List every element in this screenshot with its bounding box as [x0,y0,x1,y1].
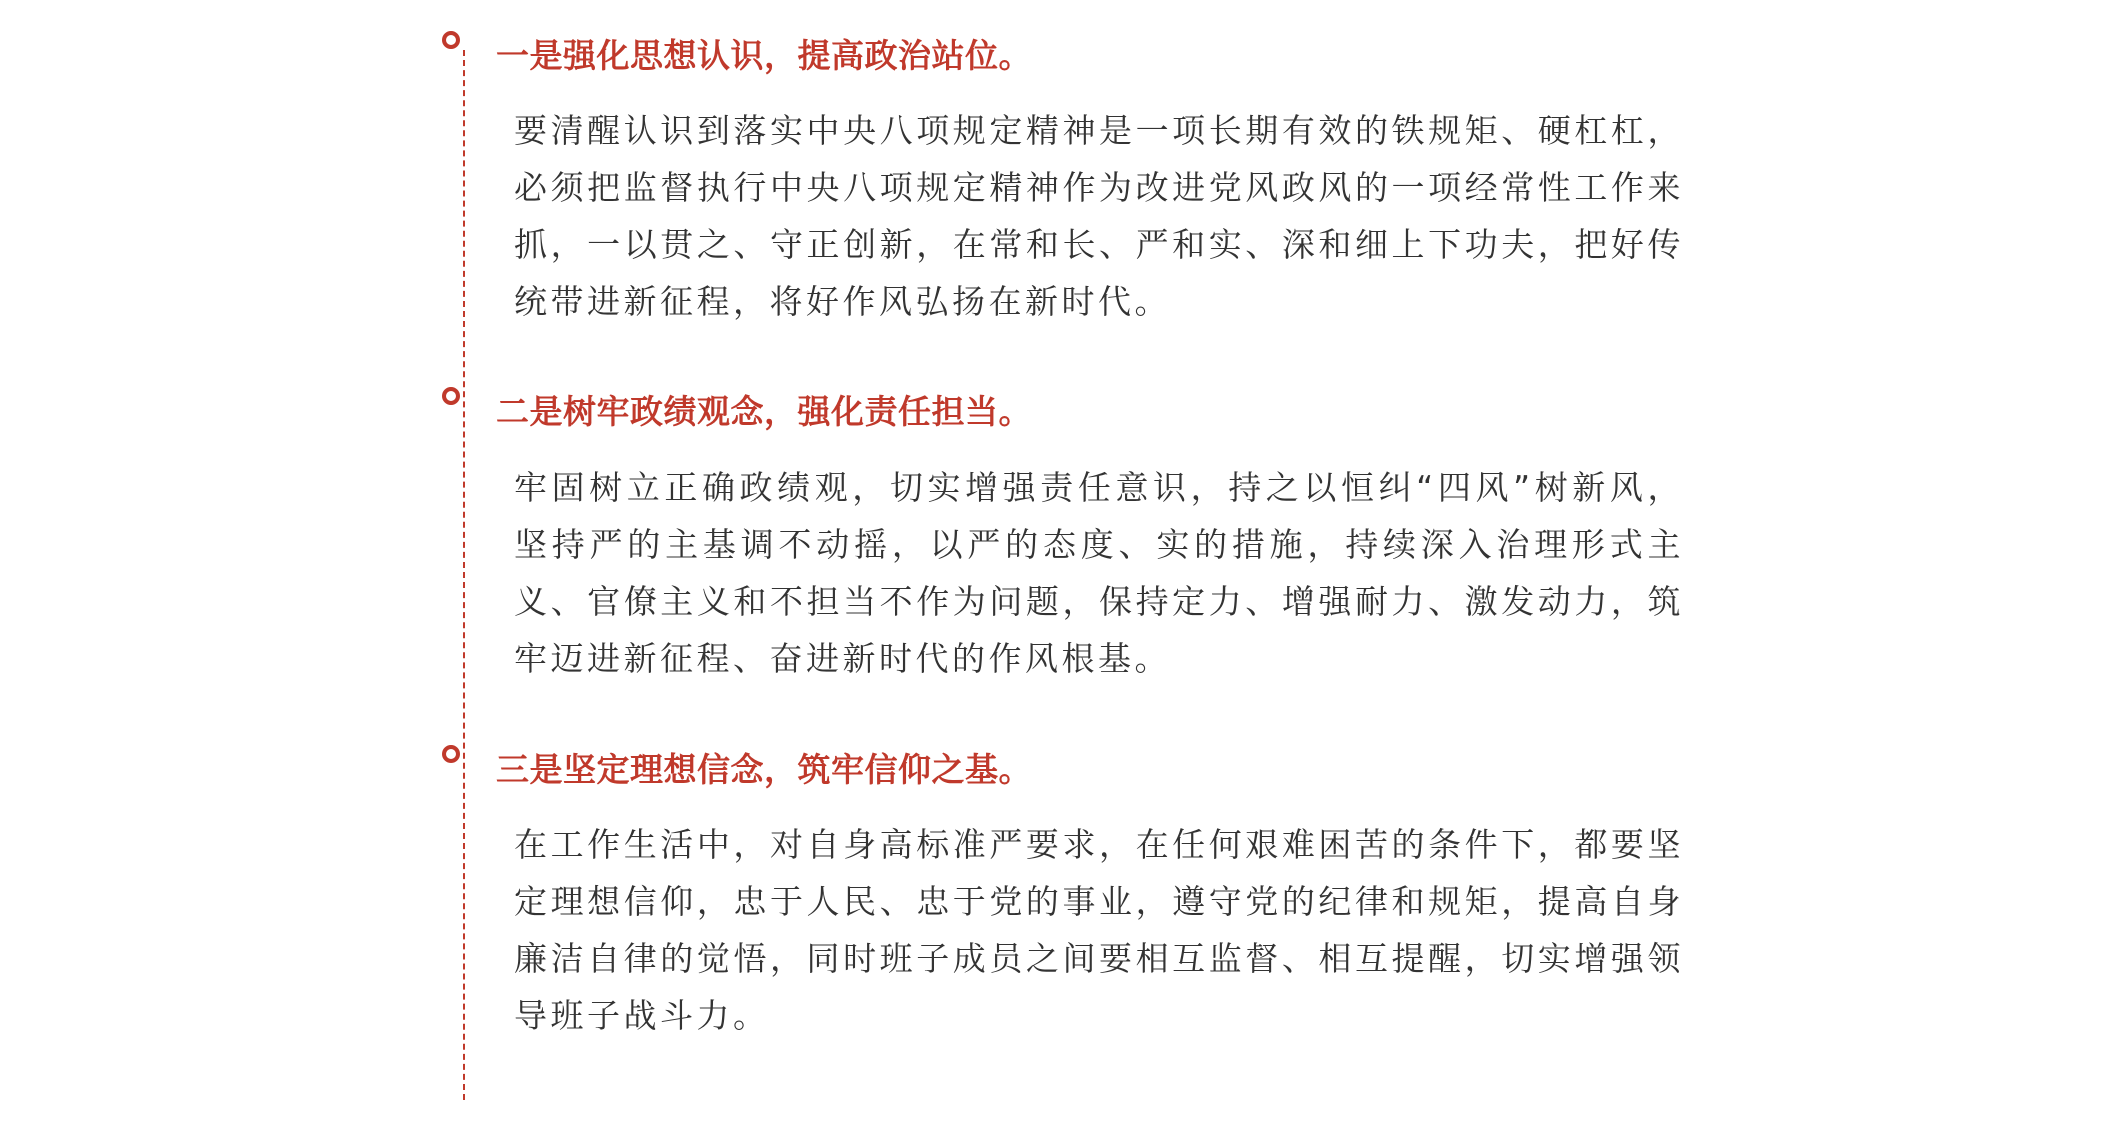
section-body: 在工作生活中，对自身高标准严要求，在任何艰难困苦的条件下，都要坚定理想信仰，忠于人民、忠于党的事业，遵守党的纪律和规矩，提高自身廉洁自律的觉悟，同时班子成员之间要相互监督、相互提醒，切实增强领导班子战斗力。 [514,825,1684,1035]
section-heading: 一是强化思想认识，提高政治站位。 [496,36,1032,75]
timeline-dashed-line [463,50,465,1100]
section-body: 牢固树立正确政绩观，切实增强责任意识，持之以恒纠“四风”树新风，坚持严的主基调不动摇，以严的态度、实的措施，持续深入治理形式主义、官僚主义和不担当不作为问题，保持定力、增强耐力、激发动力，筑牢迈进新征程、奋进新时代的作风根基。 [514,468,1684,678]
timeline-circle-icon [442,387,460,405]
section-heading: 二是树牢政绩观念，强化责任担当。 [496,392,1032,431]
timeline-circle-icon [442,31,460,49]
timeline-circle-icon [442,745,460,763]
section-body: 要清醒认识到落实中央八项规定精神是一项长期有效的铁规矩、硬杠杠，必须把监督执行中央八项规定精神作为改进党风政风的一项经常性工作来抓，一以贯之、守正创新，在常和长、严和实、深和细上下功夫，把好传统带进新征程，将好作风弘扬在新时代。 [514,111,1684,321]
section-heading: 三是坚定理想信念，筑牢信仰之基。 [496,750,1032,789]
